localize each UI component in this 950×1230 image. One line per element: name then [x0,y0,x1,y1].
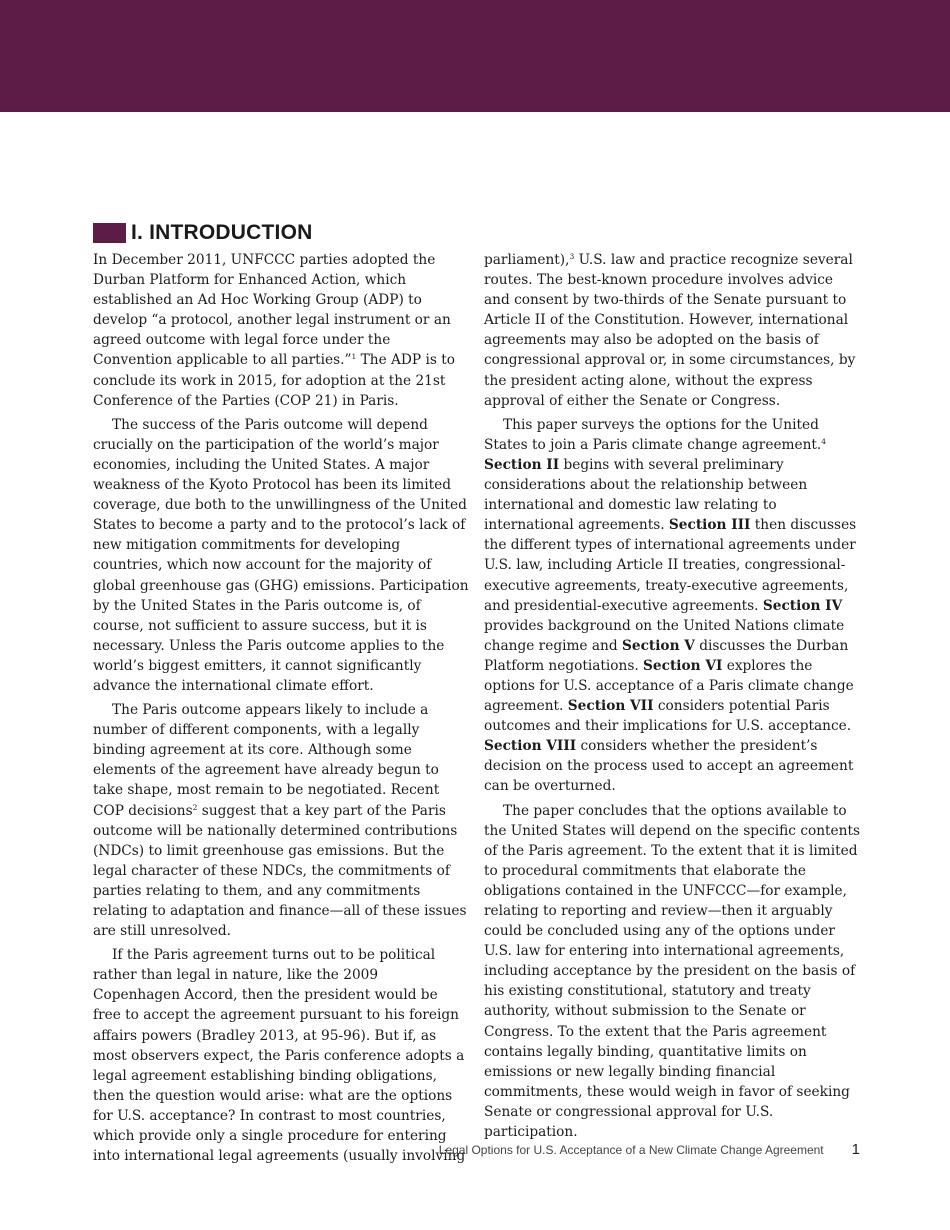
footnote-ref[interactable]: 4 [821,436,827,446]
paragraph: In December 2011, UNFCCC parties adopted the Durban Platform for Enhanced Action, which established an Ad Hoc Working Group (ADP) to develop “a protocol, another legal instrument or an agreed outcome with legal force under the Convention applicable to all parties.”$^1$ The ADP is to conclude its work in 2015, for adoption at the 21st Conference of the Parties (COP 21) in Paris. [93,252,455,409]
page-footer [420,1141,860,1158]
left-column [93,250,469,1170]
header-band [0,0,950,112]
section-ref: Section VI [643,657,723,674]
section-ref: Section IV [762,597,843,614]
paragraph: parliament),$^3$ U.S. law and practice recognize several routes. The best-known procedure involves advice and consent by two-thirds of the Senate pursuant to Article II of the Constitution. However, international agreements may also be adopted on the basis of congressional approval or, in some circumstances, by the president acting alone, without the express approval of either the Senate or Congress. [484,252,856,409]
section-ref: Section V [621,637,695,654]
right-column [484,250,860,1146]
section-title: I. INTRODUCTION [131,221,313,244]
section-ref: Section III [668,517,751,534]
paragraph: The success of the Paris outcome will depend crucially on the participation of the world’s major economies, including the United States. A major weakness of the Kyoto Protocol has been its limited coverage, due both to the unwillingness of the United States to become a party and to the protocol’s lack of new mitigation commitments for developing countries, which now account for the majority of global greenhouse gas (GHG) emissions. Participation by the United States in the Paris outcome is, of course, not sufficient to assure success, but it is necessary. Unless the Paris outcome applies to the world’s biggest emitters, it cannot significantly advance the international climate effort. [93,416,469,694]
section-ref: Section VIII [484,738,577,755]
page-number: 1 [851,1141,860,1158]
paragraph: This paper surveys the options for the United States to join a Paris climate change agreement.$^4$ Section II begins with several preliminary considerations about the relationship between international and domestic law relating to international agreements. Section III then discusses the different types of international agreements under U.S. law, including Article II treaties, congressional-executive agreements, treaty-executive agreements, and presidential-executive agreements. Section IV provides background on the United Nations climate change regime and Section V discusses the Durban Platform negotiations. Section VI explores the options for U.S. acceptance of a Paris climate change agreement. Section VII considers potential Paris outcomes and their implications for U.S. acceptance. Section VIII considers whether the president’s decision on the process used to accept an agreement can be overturned. [484,416,857,795]
section-heading [93,218,313,248]
paragraph: The Paris outcome appears likely to include a number of different components, with a legally binding agreement at its core. Although some elements of the agreement have already begun to take shape, most remain to be negotiated. Recent COP decisions$^2$ suggest that a key part of the Paris outcome will be nationally determined contributions (NDCs) to limit greenhouse gas emissions. But the legal character of these NDCs, the commitments of parties relating to them, and any commitments relating to adaptation and finance—all of these issues are still unresolved. [93,702,467,940]
section-ref: Section VII [567,698,654,715]
footnote-ref[interactable]: 2 [192,802,198,812]
footer-title: Legal Options for U.S. Acceptance of a New Climate Change Agreement [438,1142,824,1157]
heading-marker [93,223,126,243]
paragraph: The paper concludes that the options available to the United States will depend on the specific contents of the Paris agreement. To the extent that it is limited to procedural commitments that elaborate the obligations contained in the UNFCCC—for example, relating to reporting and review—then it arguably could be concluded using any of the options under U.S. law for entering into international agreements, including acceptance by the president on the basis of his existing constitutional, statutory and treaty authority, without submission to the Senate or Congress. To the extent that the Paris agreement contains legally binding, quantitative limits on emissions or new legally binding financial commitments, these would weigh in favor of seeking Senate or congressional approval for U.S. participation. [484,802,860,1141]
paragraph: If the Paris agreement turns out to be political rather than legal in nature, like the 2009 Copenhagen Accord, then the president would be free to accept the agreement pursuant to his foreign affairs powers (Bradley 2013, at 95-96). But if, as most observers expect, the Paris conference adopts a legal agreement establishing binding obligations, then the question would arise: what are the options for U.S. acceptance? In contrast to most countries, which provide only a single procedure for entering into international legal agreements (usually involving [93,947,466,1165]
section-ref: Section II [484,456,560,473]
footnote-ref[interactable]: 1 [351,352,357,362]
footnote-ref[interactable]: 3 [569,252,575,261]
